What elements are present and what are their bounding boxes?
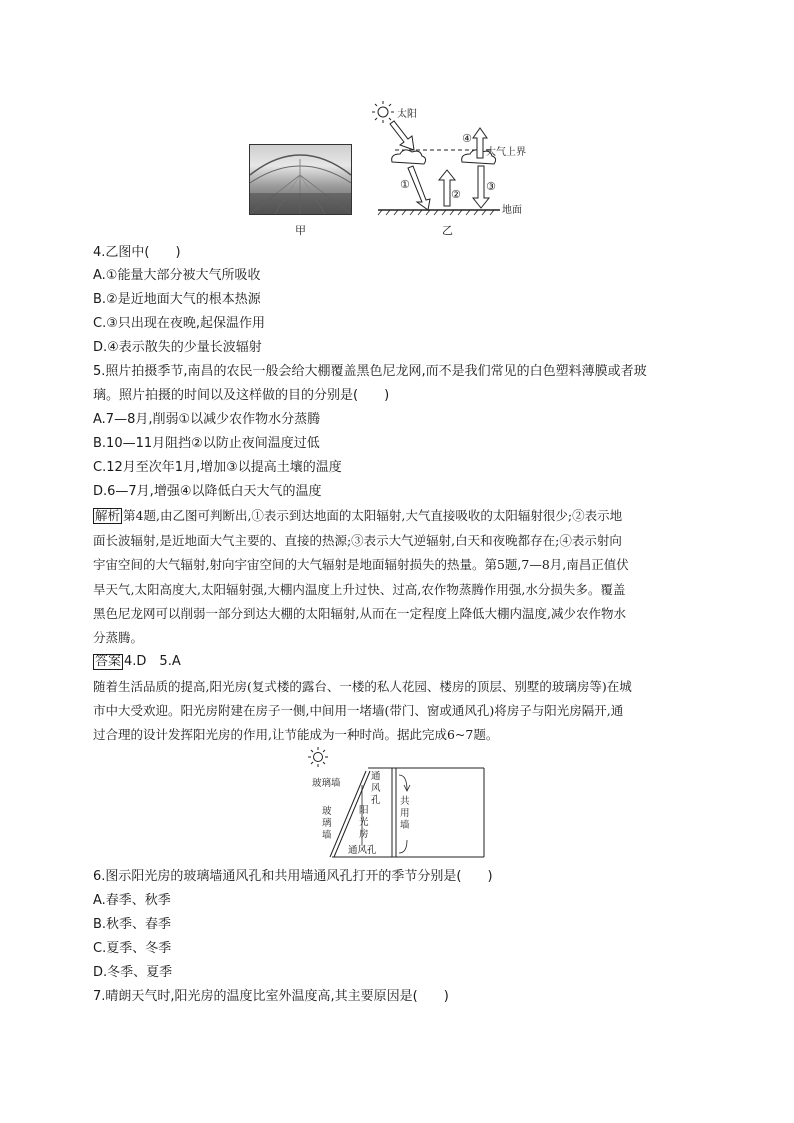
analysis-text-1: 第4题,由乙图可判断出,①表示到达地面的太阳辐射,大气直接吸收的太阳辐射很少;②表示地 [123, 508, 623, 523]
q5-option-a: A.7—8月,削弱①以减少农作物水分蒸腾 [93, 412, 321, 427]
sunroom-char-1: 阳 [359, 805, 369, 816]
q5-option-b: B.10—11月阻挡②以防止夜间温度过低 [93, 436, 320, 451]
shared-wall-char-1: 共 [400, 796, 410, 807]
glass-wall-char-3: 墙 [322, 830, 332, 841]
sun-incoming-arrow [390, 121, 414, 150]
glass-wall-top-label: 玻璃墙 [312, 778, 341, 789]
q7-stem: 7.晴朗天气时,阳光房的温度比室外温度高,其主要原因是( ) [93, 989, 449, 1004]
sunroom-char-3: 房 [359, 829, 369, 840]
analysis-line-3: 宇宙空间的大气辐射,射向宇宙空间的大气辐射是地面辐射损失的热量。第5题,7—8月,南昌正值伏 [93, 557, 629, 572]
atmosphere-top-label: 大气上界 [486, 147, 526, 158]
analysis-line-4: 旱天气,太阳高度大,太阳辐射强,大棚内温度上升过快、过高,农作物蒸腾作用强,水分损失多。覆盖 [93, 582, 626, 597]
vent-top-label [371, 771, 381, 807]
vent-top-char-2: 风 [371, 783, 381, 794]
vent-top-char-1: 通 [371, 771, 381, 782]
q6-stem: 6.图示阳光房的玻璃墙通风孔和共用墙通风孔打开的季节分别是( ) [93, 869, 493, 884]
shared-wall-char-3: 墙 [400, 820, 410, 831]
glass-wall-side-label [322, 806, 332, 842]
analysis-tag: 解析 [95, 508, 121, 523]
intro-line-2: 市中大受欢迎。阳光房附建在房子一侧,中间用一堵墙(带门、窗或通风孔)将房子与阳光房隔开,通 [93, 703, 624, 718]
arrow-4-label: ④ [462, 132, 472, 145]
answer-text: 4.D 5.A [124, 654, 181, 669]
analysis-line-5: 黑色尼龙网可以削弱一部分到达大棚的太阳辐射,从而在一定程度上降低大棚内温度,减少农作物水 [93, 606, 626, 621]
arrow-1-label: ① [400, 178, 410, 191]
vent-bottom-label: 通风孔 [348, 845, 377, 856]
arrow-2-label: ② [451, 188, 461, 201]
figure-b-caption: 乙 [442, 224, 453, 237]
arrow-1 [408, 166, 430, 210]
glass-wall-char-1: 玻 [322, 806, 332, 817]
q5-stem-line2: 璃。照片拍摄的时间以及这样做的目的分别是( ) [93, 388, 390, 403]
q6-option-c: C.夏季、冬季 [93, 941, 172, 956]
q4-option-a: A.①能量大部分被大气所吸收 [93, 268, 261, 283]
sun-label: 太阳 [397, 109, 417, 120]
q5-option-d: D.6—7月,增强④以降低白天大气的温度 [93, 484, 322, 499]
sun-icon-2 [308, 747, 328, 767]
analysis-line-2: 面长波辐射,是近地面大气主要的、直接的热源;③表示大气逆辐射,白天和夜晚都存在;④表示射向 [93, 533, 622, 548]
q4-option-c: C.③只出现在夜晚,起保温作用 [93, 316, 265, 331]
figure-a-caption: 甲 [295, 224, 306, 237]
q4-stem: 4.乙图中( ) [93, 245, 181, 260]
q6-option-a: A.春季、秋季 [93, 893, 171, 908]
sun-icon [372, 101, 394, 123]
ground-label: 地面 [502, 205, 522, 216]
analysis-line-6: 分蒸腾。 [93, 630, 144, 645]
q4-option-b: B.②是近地面大气的根本热源 [93, 292, 261, 307]
q6-option-b: B.秋季、春季 [93, 917, 172, 932]
intro-line-1: 随着生活品质的提高,阳光房(复式楼的露台、一楼的私人花园、楼房的顶层、别墅的玻璃房等)在城 [93, 679, 632, 694]
cloud-left [392, 150, 426, 164]
glass-wall-char-2: 璃 [322, 818, 332, 829]
answer-tag: 答案 [95, 654, 122, 669]
analysis-line-1 [93, 508, 622, 524]
arrow-3-label: ③ [486, 180, 496, 193]
shared-wall-label [400, 796, 410, 832]
shared-wall-char-2: 用 [400, 808, 410, 819]
q4-option-d: D.④表示散失的少量长波辐射 [93, 340, 262, 355]
intro-line-3: 过合理的设计发挥阳光房的作用,让节能成为一种时尚。据此完成6~7题。 [93, 727, 499, 742]
sunroom-char-2: 光 [359, 817, 369, 828]
vent-top-char-3: 孔 [371, 795, 381, 806]
q6-option-d: D.冬季、夏季 [93, 965, 173, 980]
q5-option-c: C.12月至次年1月,增加③以提高土壤的温度 [93, 460, 342, 475]
greenhouse-photo [249, 144, 352, 215]
q5-stem-line1: 5.照片拍摄季节,南昌的农民一般会给大棚覆盖黑色尼龙网,而不是我们常见的白色塑料薄膜或者玻 [93, 364, 647, 379]
sunroom-label [359, 805, 369, 841]
answer-line [93, 654, 181, 670]
